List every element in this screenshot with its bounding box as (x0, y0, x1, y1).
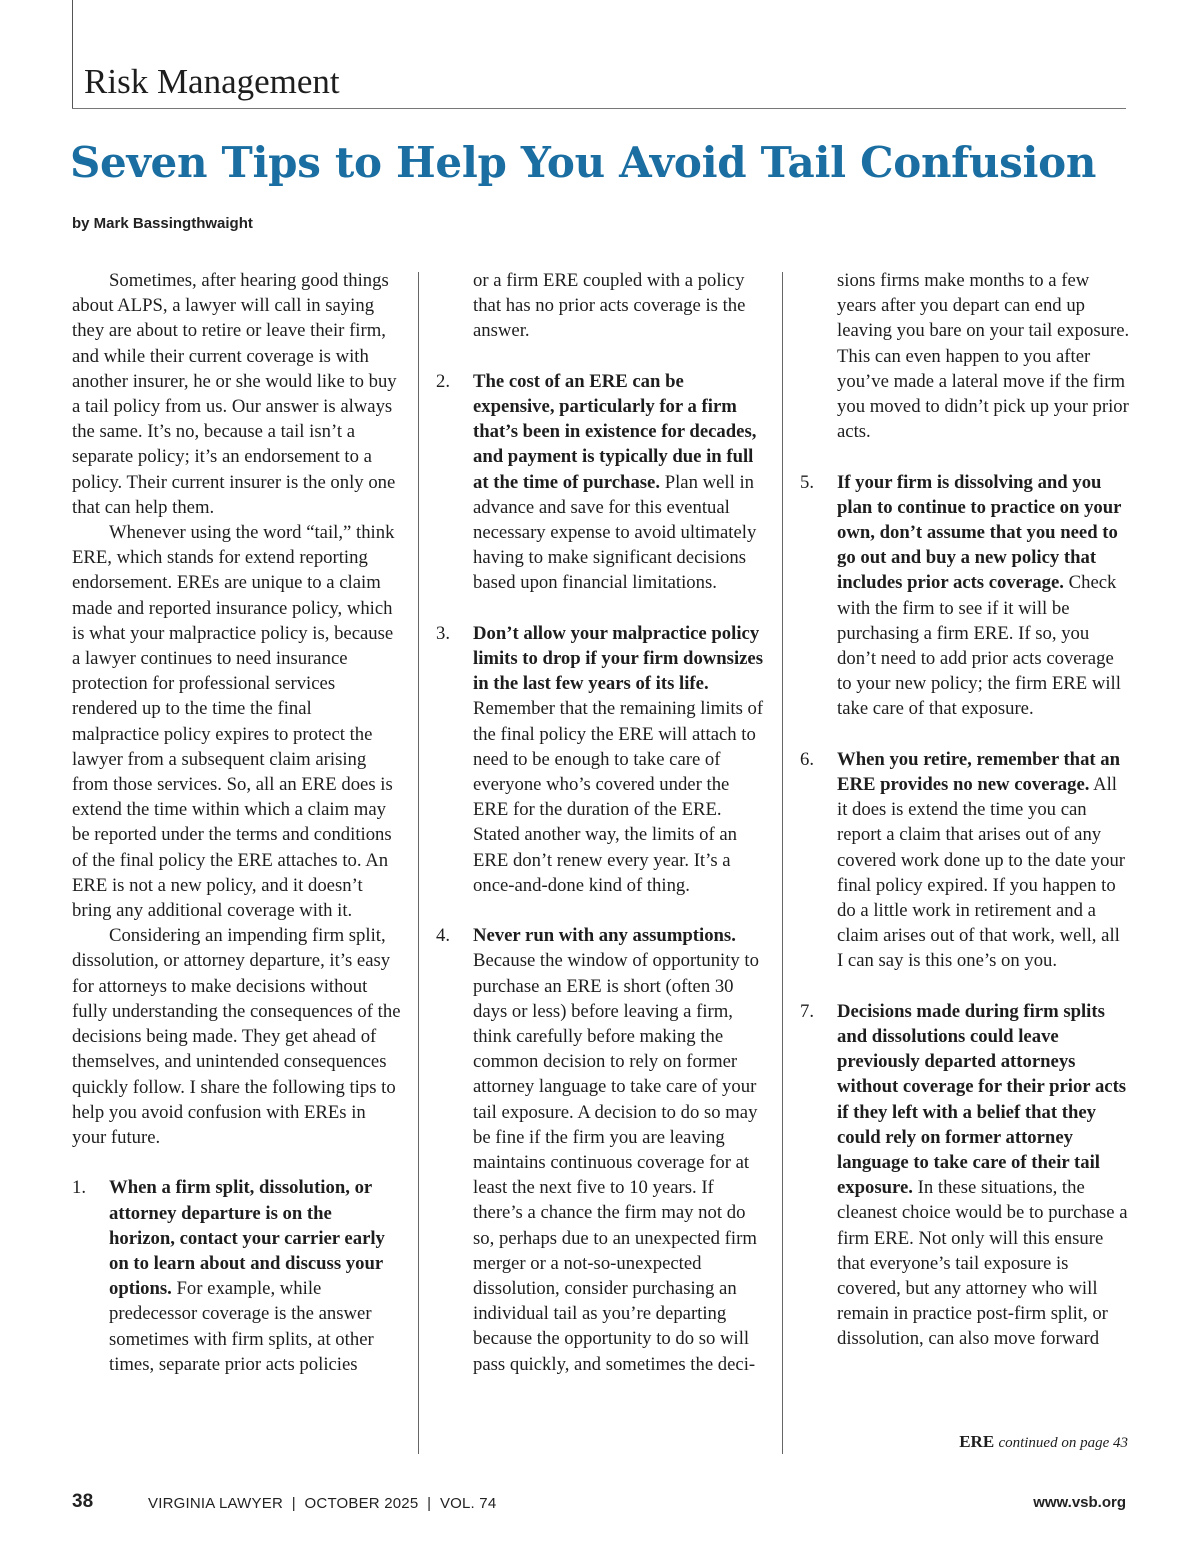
tip-item (436, 621, 768, 898)
tip-heading: When you retire, remember that an ERE provides no new coverage. (837, 748, 1121, 796)
tip-text: sions firms make months to a few years after you depart can end up leaving you bare on your tail exposure. This can even happen to you after you’ve made a lateral move if the firm you moved to didn’t pick up your prior acts. (837, 270, 1130, 443)
tip-number: 1. (72, 1177, 87, 1199)
tip-heading: If your firm is dissolving and you plan to continue to practice on your own, don’t assume that you need to go out and buy a new policy that includes prior acts coverage. (837, 471, 1122, 594)
tip-text: Remember that the remaining limits of the final policy the ERE will attach to need to be enough to take care of everyone who’s covered under the ERE for the duration of the ERE. Stated another way, the limits of an ERE don’t renew every year. It’s a once-and-done kind of thing. (473, 698, 764, 896)
website-link[interactable]: www.vsb.org (1033, 1494, 1126, 1511)
tip-item (800, 747, 1130, 974)
section-title: Risk Management (84, 62, 340, 101)
tip-item (800, 999, 1130, 1352)
section-rule-horizontal (72, 108, 1126, 109)
column-divider (782, 272, 783, 1454)
column-divider (418, 272, 419, 1454)
continued-tag: ERE (959, 1432, 995, 1451)
tip-item-continued (436, 268, 768, 344)
tip-item (436, 923, 768, 1377)
tip-number: 2. (436, 370, 451, 392)
tip-item-continued (800, 268, 1130, 444)
page-number: 38 (72, 1491, 94, 1512)
column-3 (800, 268, 1130, 1352)
tip-heading: When a firm split, dissolution, or attorney departure is on the horizon, contact your carrier early on to learn about and discuss your options. (109, 1177, 385, 1300)
tip-item (436, 369, 768, 596)
column-1 (72, 268, 402, 1377)
continued-note (800, 1432, 1128, 1452)
tip-text: or a firm ERE coupled with a policy that has no prior acts coverage is the answer. (473, 270, 746, 342)
byline: by Mark Bassingthwaight (72, 215, 253, 232)
intro-paragraph: Sometimes, after hearing good things about ALPS, a lawyer will call in saying they are about to retire or leave their firm, and while their current coverage is with another insurer, he or she would like to buy a tail policy from us. Our answer is always the same. It’s no, because a tail isn’t a separate policy; it’s an endorsement to a policy. Their current insurer is the only one that can help them. (72, 270, 397, 518)
tip-heading: Decisions made during firm splits and dissolutions could leave previously departed attorneys without coverage for their prior acts if they left with a belief that they could rely on former attorney language to take care of their tail exposure. (837, 1000, 1127, 1199)
tip-number: 5. (800, 471, 815, 493)
tip-item (72, 1175, 402, 1377)
article-title: Seven Tips to Help You Avoid Tail Confusion (70, 138, 1097, 187)
tip-text: Because the window of opportunity to purchase an ERE is short (often 30 days or less) before leaving a firm, think carefully before making the common decision to rely on former attorney language to take care of your tail exposure. A decision to do so may be fine if the firm you are leaving maintains continuous coverage for at least the next five to 10 years. If there’s a chance the firm may not do so, perhaps due to an unexpected firm merger or a not-so-unexpected dissolution, consider purchasing an individual tail as you’re departing because the opportunity to do so will pass quickly, and sometimes the deci- (473, 950, 759, 1375)
tip-heading: Never run with any assumptions. (473, 925, 736, 947)
tip-text: For example, while predecessor coverage is the answer sometimes with firm splits, at other times, separate prior acts policies (109, 1278, 374, 1375)
intro-paragraph: Considering an impending firm split, dissolution, or attorney departure, it’s easy for attorneys to make decisions without fully understanding the consequences of the decisions being made. They get ahead of themselves, and unintended consequences quickly follow. I share the following tips to help you avoid confusion with EREs in your future. (72, 925, 401, 1148)
section-rule-vertical (72, 0, 73, 108)
tip-text: Check with the firm to see if it will be purchasing a firm ERE. If so, you don’t need to add prior acts coverage to your new policy; the firm ERE will take care of that exposure. (837, 572, 1121, 720)
tip-number: 7. (800, 1000, 815, 1022)
tip-item (800, 470, 1130, 722)
intro-paragraph: Whenever using the word “tail,” think ERE, which stands for extend reporting endorsement. EREs are unique to a claim made and reported insurance policy, which is what your malpractice policy is, because a lawyer continues to need insurance protection for professional services rendered up to the time the final malpractice policy expires to protect the lawyer from a subsequent claim arising from those services. So, all an ERE does is extend the time within which a claim may be reported under the terms and conditions of the final policy the ERE attaches to. An ERE is not a new policy, and it doesn’t bring any additional coverage with it. (72, 522, 395, 922)
tip-number: 4. (436, 925, 451, 947)
tip-text: In these situations, the cleanest choice would be to purchase a firm ERE. Not only will this ensure that everyone’s tail exposure is covered, but any attorney who will remain in practice post-firm split, or dissolution, can also move forward (837, 1177, 1128, 1350)
publication-info: VIRGINIA LAWYER | OCTOBER 2025 | VOL. 74 (148, 1495, 497, 1512)
continued-text: continued on page 43 (998, 1435, 1128, 1451)
tip-heading: Don’t allow your malpractice policy limits to drop if your firm downsizes in the last few years of its life. (473, 622, 764, 695)
tip-heading: The cost of an ERE can be expensive, particularly for a firm that’s been in existence for decades, and payment is typically due in full at the time of purchase. (473, 370, 757, 493)
tip-text: Plan well in advance and save for this eventual necessary expense to avoid ultimately having to make significant decisions based upon financial limitations. (473, 471, 757, 594)
tip-number: 3. (436, 622, 451, 644)
column-2 (436, 268, 768, 1377)
tip-text: All it does is extend the time you can report a claim that arises out of any covered work done up to the date your final policy expired. If you happen to do a little work in retirement and a claim arises out of that work, well, all I can say is this one’s on you. (837, 774, 1126, 972)
tip-number: 6. (800, 748, 815, 770)
